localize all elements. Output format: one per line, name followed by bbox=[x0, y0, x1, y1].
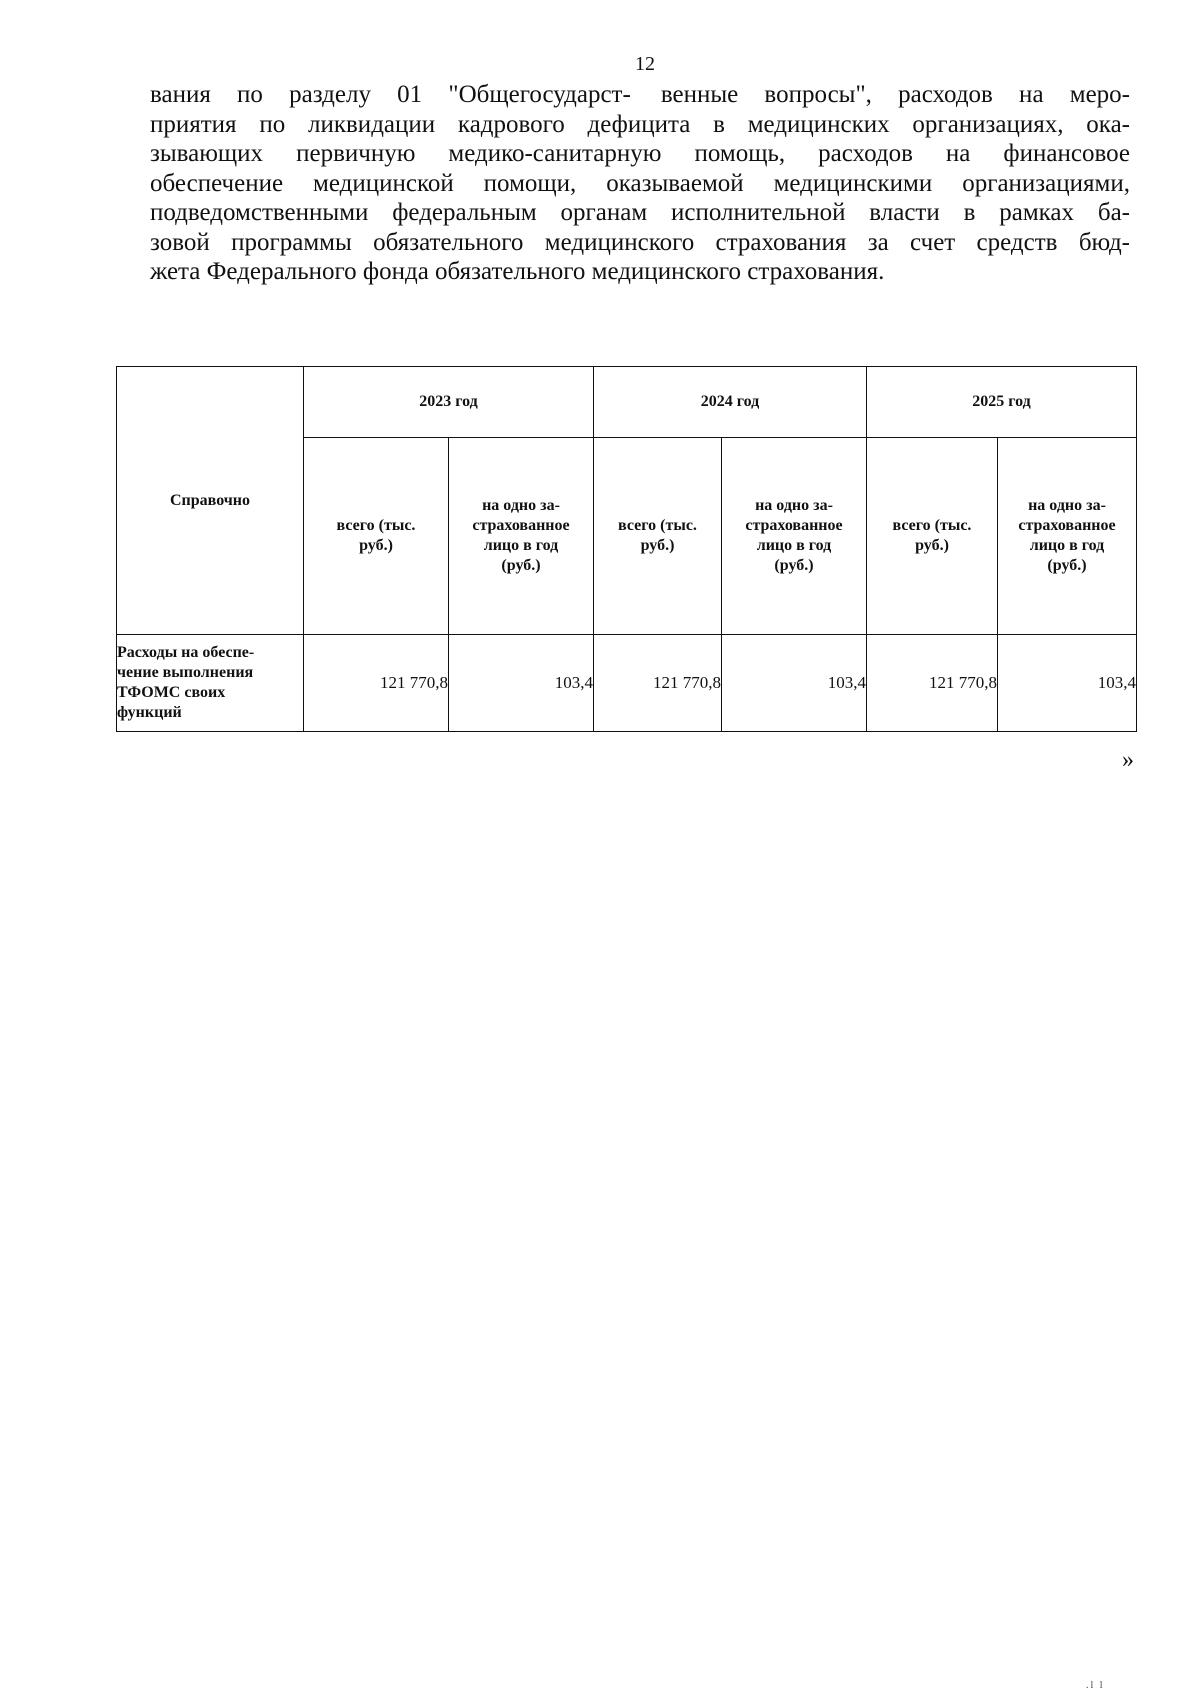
per-person-header: на одно за- страхованное лицо в год (руб.) bbox=[449, 438, 594, 635]
total-header: всего (тыс. руб.) bbox=[594, 438, 722, 635]
body-paragraph bbox=[150, 80, 1130, 287]
page-number: 12 bbox=[635, 53, 655, 75]
paragraph-line: обеспечение медицинской помощи, оказываемой медицинскими организациями, bbox=[150, 169, 1130, 197]
paragraph-line: приятия по ликвидации кадрового дефицита в медицинских организациях, ока- bbox=[150, 110, 1130, 138]
scan-artifact: .l l bbox=[1086, 1680, 1105, 1691]
total-header: всего (тыс. руб.) bbox=[867, 438, 998, 635]
row-label: Расходы на обеспе- чение выполнения ТФОМС своих функций bbox=[117, 635, 304, 732]
closing-quote-mark: » bbox=[1122, 747, 1134, 773]
paragraph-line: жета Федерального фонда обязательного медицинского страхования. bbox=[150, 258, 885, 285]
year-header-row bbox=[117, 367, 1137, 438]
year-header-2024: 2024 год bbox=[594, 367, 867, 438]
year-header-2025: 2025 год bbox=[867, 367, 1137, 438]
value-cell: 121 770,8 bbox=[304, 635, 449, 732]
table-row bbox=[117, 635, 1137, 732]
year-header-2023: 2023 год bbox=[304, 367, 594, 438]
paragraph-line: зывающих первичную медико-санитарную помощь, расходов на финансовое bbox=[150, 140, 1130, 167]
reference-table bbox=[116, 366, 1137, 732]
per-person-header: на одно за- страхованное лицо в год (руб.) bbox=[722, 438, 867, 635]
paragraph-line: вания по разделу 01 "Общегосударст- венные вопросы", расходов на меро- bbox=[150, 81, 1130, 108]
corner-header: Справочно bbox=[117, 367, 304, 635]
value-cell: 121 770,8 bbox=[594, 635, 722, 732]
value-cell: 121 770,8 bbox=[867, 635, 998, 732]
paragraph-line: зовой программы обязательного медицинского страхования за счет средств бюд- bbox=[150, 228, 1130, 256]
value-cell: 103,4 bbox=[722, 635, 867, 732]
per-person-header: на одно за- страхованное лицо в год (руб.) bbox=[998, 438, 1137, 635]
value-cell: 103,4 bbox=[998, 635, 1137, 732]
value-cell: 103,4 bbox=[449, 635, 594, 732]
paragraph-line: подведомственными федеральным органам исполнительной власти в рамках ба- bbox=[150, 199, 1130, 226]
total-header: всего (тыс. руб.) bbox=[304, 438, 449, 635]
